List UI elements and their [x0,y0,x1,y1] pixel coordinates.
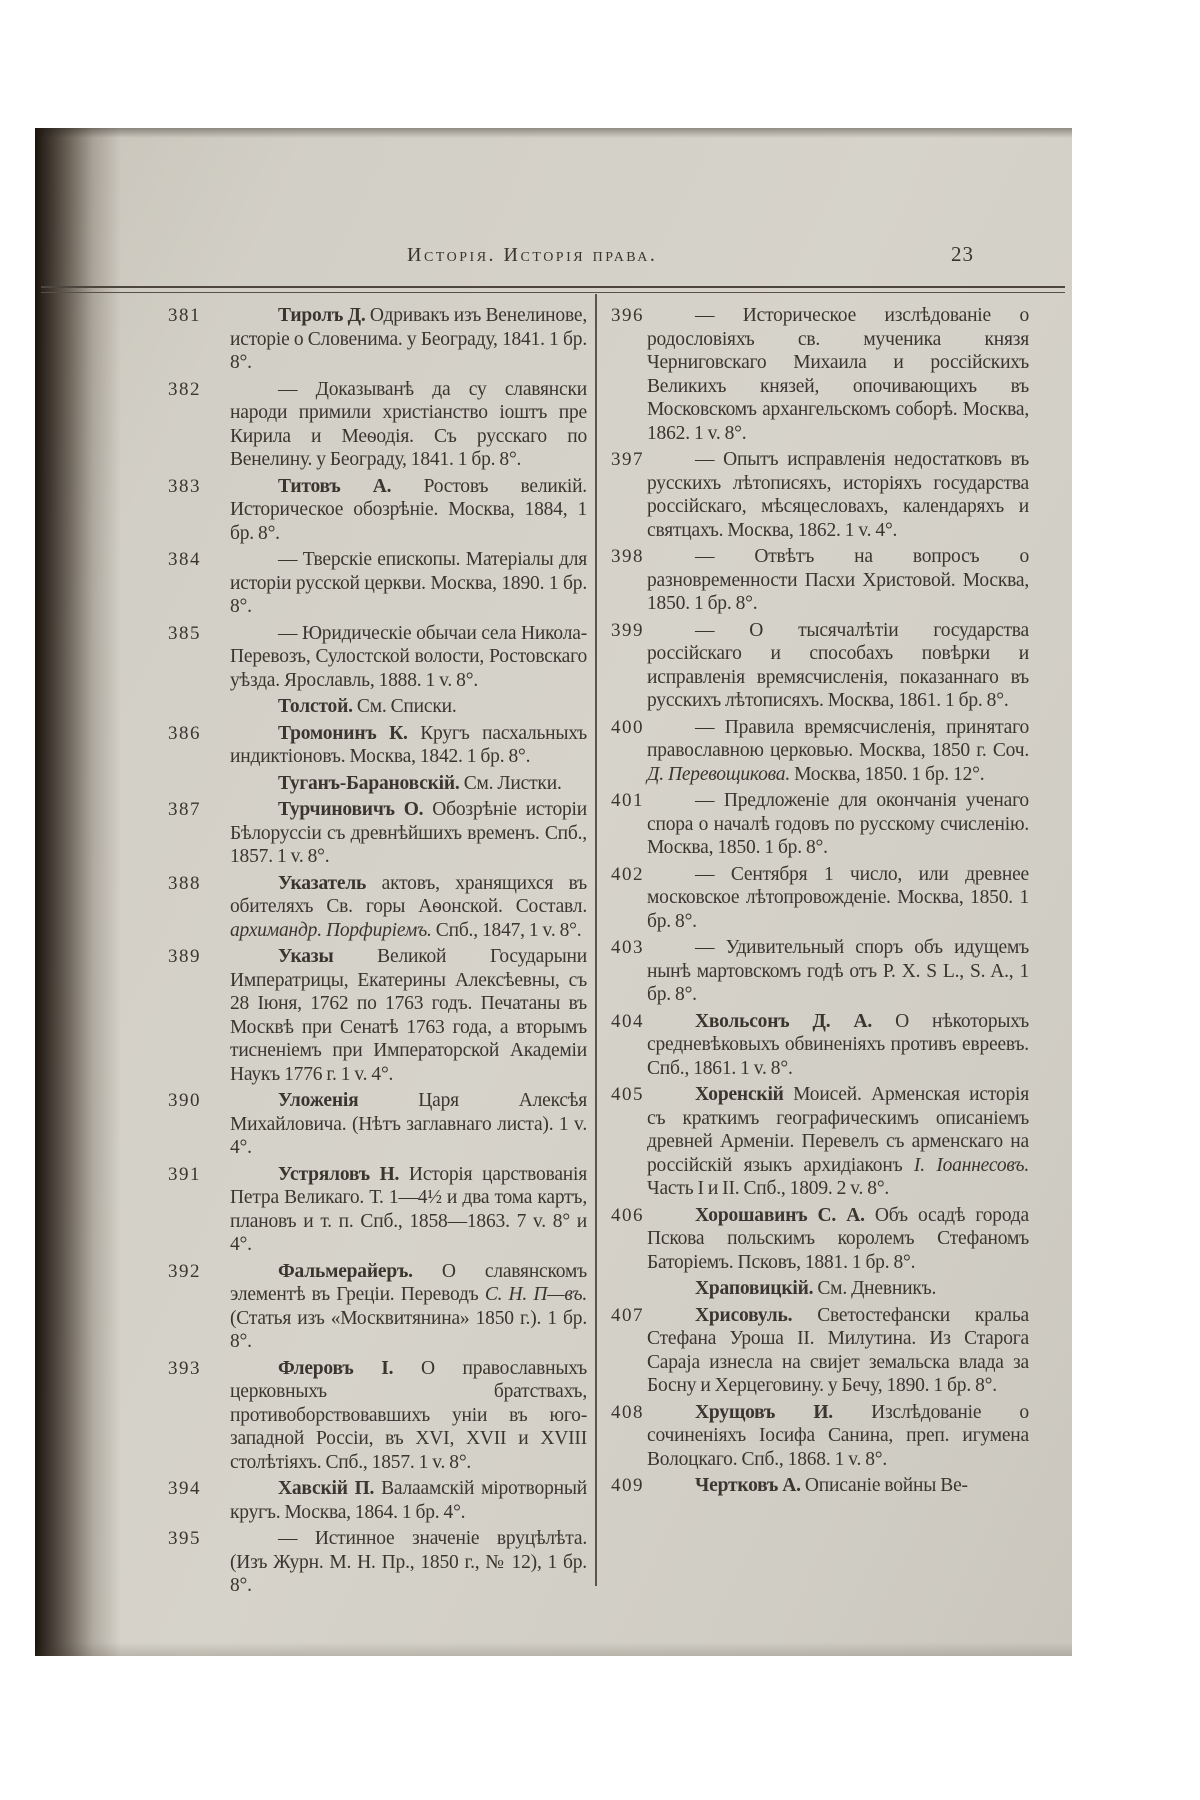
entry-text [647,863,1029,934]
entry-number: 392 [168,1260,201,1282]
catalog-entry [168,1260,587,1354]
entry-body-text: Валаамскій міротворный кругъ. Москва, 1864. 1 бр. 4°. [230,1478,587,1523]
entry-body-text: Описаніе войны Ве- [800,1475,968,1496]
entry-text [230,722,587,769]
entry-text [647,1401,1029,1472]
entry-text [647,545,1029,616]
entry-text [647,1204,1029,1275]
catalog-entry [168,872,587,943]
entry-body-text: Объ осадѣ города Пскова польскимъ королемъ Стефаномъ Баторіемъ. Псковъ, 1881. 1 бр. 8°. [647,1204,1029,1273]
entry-number: 389 [168,946,201,967]
entry-body-text: См. Списки. [352,696,457,717]
entry-number: 402 [611,863,644,885]
page-top-shadow [35,128,1072,138]
entry-number: 382 [168,378,201,400]
entry-italic-text: Д. Перевощикова. [647,763,791,785]
entry-body-text: — Удивительный споръ объ идущемъ нынѣ мартовскомъ годѣ отъ Р. Х. S L., S. A., 1 бр. 8°. [647,937,1029,1005]
entry-body-text: Ростовъ великій. Историческое обозрѣніе. Москва, 1884, 1 бр. 8°. [230,475,587,544]
entry-number: 405 [611,1084,644,1105]
catalog-entry [611,304,1029,445]
entry-headword: Фальмерайеръ. [278,1260,413,1282]
entry-number: 403 [611,937,644,958]
entry-headword: Тиролъ Д. [278,305,366,326]
entry-body-text: См. Листки. [459,772,562,794]
catalog-entry [611,1304,1029,1398]
page-number: 23 [951,242,974,266]
entry-body-text: Одривакъ изъ Венелинове, исторіе о Словенима. у Београду, 1841. 1 бр. 8°. [230,305,587,373]
entry-body-text: О нѣкоторыхъ средневѣковыхъ обвиненіяхъ противъ евреевъ. Спб., 1861. 1 v. 8°. [647,1010,1029,1079]
entry-text [230,798,587,869]
entry-text [230,1357,587,1475]
entry-body-text: Часть І и ІІ. Спб., 1809. 2 v. 8°. [647,1178,890,1199]
entry-body-text: Спб., 1847, 1 v. 8°. [431,919,582,941]
catalog-entry [611,1204,1029,1275]
entry-number: 399 [611,619,644,641]
entry-text [647,1304,1029,1398]
catalog-entry [611,448,1029,542]
entry-headword: Чертковъ А. [695,1475,801,1496]
catalog-entry [168,304,587,375]
catalog-entry [168,722,587,769]
cross-reference-entry [647,1277,1029,1301]
entry-body-text: Исторія царствованія Петра Великаго. Т. 1—4½ и два тома картъ, плановъ и т. п. Спб., 1858—1863. 7 v. 8° и 4°. [230,1163,587,1255]
book-gutter-shadow [35,128,121,1656]
catalog-entry [168,1163,587,1257]
entry-italic-text: С. Н. П—въ. [484,1284,587,1305]
entry-number: 395 [168,1528,201,1549]
entry-text [230,1477,587,1524]
entry-text [230,475,587,546]
catalog-entry [611,1474,1029,1498]
catalog-entry [168,1477,587,1524]
entry-headword: Указы [278,946,334,967]
entry-text [647,1277,1029,1301]
entry-body-text: Москва, 1850. 1 бр. 12°. [790,763,985,785]
page-bottom-shadow [35,1642,1072,1656]
entry-text [230,1260,587,1354]
cross-reference-entry [230,695,587,719]
entry-number: 381 [168,305,201,326]
entry-headword: Храповицкій. [695,1278,814,1299]
entry-body-text: — О тысячалѣтіи государства россійскаго и способахъ повѣрки и исправленія времясчисленія, показаннаго въ русскихъ лѣтописяхъ. Москва, 1861. 1 бр. 8°. [647,619,1029,711]
entry-headword: Устряловъ Н. [278,1163,400,1185]
entry-number: 400 [611,716,644,738]
catalog-entry [611,1401,1029,1472]
entry-headword: Хавскій П. [278,1478,375,1499]
entry-text [230,1089,587,1160]
entry-text [230,695,587,719]
header-rule-thick [41,286,1065,288]
catalog-entry [611,936,1029,1007]
catalog-entry [611,716,1029,787]
entry-body-text: — Доказыванѣ да су славянски народи примили христіанство іоштъ пре Кирила и Меѳодія. Съ русскаго по Венелину. у Београду, 1841. 1 бр. 8°. [230,378,587,470]
entry-text [647,1010,1029,1081]
entry-body-text: — Предложеніе для окончанія ученаго спора о началѣ годовъ по русскому счисленію. Москва, 1850. 1 бр. 8°. [647,790,1029,858]
entry-text [647,789,1029,860]
entry-number: 391 [168,1163,201,1185]
entry-headword: Хрисовуль. [695,1304,793,1326]
entry-headword: Флеровъ І. [278,1357,394,1379]
entry-headword: Хоренскій [695,1084,784,1105]
catalog-entry [168,378,587,472]
entry-number: 401 [611,790,644,811]
catalog-entry [611,1083,1029,1201]
entry-number: 386 [168,722,201,744]
entry-italic-text: архимандр. Порфиріемъ. [230,919,432,941]
entry-number: 388 [168,872,201,894]
entry-body-text: Кругъ пасхальныхъ индиктіоновъ. Москва, 1842. 1 бр. 8°. [230,722,587,767]
entry-body-text: О славянскомъ элементѣ въ Греціи. Переводъ [230,1260,587,1305]
entry-body-text: (Статья изъ «Москвитянина» 1850 г.). 1 бр. 8°. [230,1307,587,1352]
entry-text [230,1527,587,1598]
entry-text [647,619,1029,713]
column-divider-rule [595,294,597,1586]
right-column [611,304,1029,1501]
entry-number: 385 [168,622,201,644]
entry-text [230,1163,587,1257]
entry-number: 407 [611,1304,644,1326]
catalog-entry [611,619,1029,713]
entry-text [647,1474,1029,1498]
entry-body-text: Моисей. Арменская исторія съ краткимъ географическимъ описаніемъ древней Арменіи. Перевелъ съ арменскаго на россійскій языкъ архидіаконъ [647,1084,1029,1176]
entry-headword: Уложенія [278,1090,359,1111]
entry-number: 398 [611,546,644,567]
catalog-entry [168,1357,587,1475]
entry-body-text: — Юридическіе обычаи села Никола-Перевозъ, Сулостской волости, Ростовскаго уѣзда. Ярославль, 1888. 1 v. 8°. [230,622,587,691]
entry-body-text: Изслѣдованіе о сочиненіяхъ Іосифа Санина, преп. игумена Волоцкаго. Спб., 1868. 1 v. 8°. [647,1401,1029,1470]
entry-italic-text: І. Іоаннесовъ. [913,1154,1029,1176]
entry-body-text: О православныхъ церковныхъ братствахъ, противоборствовавшихъ уніи въ юго-западной Россіи, въ XVI, XVII и XVIII столѣтіяхъ. Спб., 1857. 1 v. 8°. [230,1357,587,1473]
entry-body-text: — Отвѣтъ на вопросъ о разновременности Пасхи Христовой. Москва, 1850. 1 бр. 8°. [647,546,1029,614]
entry-body-text: — Истинное значеніе вруцѣлѣта. (Изъ Журн. М. Н. Пр., 1850 г., № 12), 1 бр. 8°. [230,1528,587,1596]
catalog-entry [611,1010,1029,1081]
entry-text [230,378,587,472]
catalog-entry [611,789,1029,860]
entry-text [230,872,587,943]
catalog-entry [611,545,1029,616]
header-rule-thin [41,292,1065,293]
entry-body-text: Обозрѣніе исторіи Бѣлоруссіи съ древнѣйшихъ временъ. Спб., 1857. 1 v. 8°. [230,799,588,867]
entry-headword: Указатель [278,872,367,894]
entry-body-text: — Опытъ исправленія недостатковъ въ русскихъ лѣтописяхъ, исторіяхъ государства россійскаго, мѣсяцесловахъ, календаряхъ и святцахъ. Москва, 1862. 1 v. 4°. [647,449,1029,541]
entry-text [647,936,1029,1007]
entry-headword: Титовъ А. [278,475,392,497]
catalog-entry [168,475,587,546]
entry-text [230,772,587,796]
entry-number: 387 [168,799,201,820]
entry-number: 390 [168,1090,201,1111]
entry-text [647,1083,1029,1201]
entry-text [230,548,587,619]
entry-text [230,304,587,375]
entry-number: 384 [168,549,201,570]
entry-number: 406 [611,1204,644,1226]
entry-text [647,716,1029,787]
entry-headword: Хвольсонъ Д. А. [695,1010,873,1032]
entry-text [647,448,1029,542]
entry-headword: Туганъ-Барановскій. [278,772,460,794]
entry-body-text: — Историческое изслѣдованіе о родословіяхъ св. мученика князя Черниговскаго Михаила и россійскихъ Великихъ князей, опочивающихъ въ Московскомъ архангельскомъ соборѣ. Москва, 1862. 1 v. 8°. [647,305,1029,444]
entry-body-text: См. Дневникъ. [813,1278,937,1299]
catalog-entry [168,622,587,693]
catalog-entry [611,863,1029,934]
entry-headword: Толстой. [278,696,353,717]
entry-number: 409 [611,1475,644,1496]
running-header: Исторія. Исторія права. [407,244,658,266]
entry-headword: Тромонинъ К. [278,722,408,744]
entry-body-text: Великой Государыни Императрицы, Екатерины Алексѣевны, съ 28 Іюня, 1762 по 1763 годъ. Печатаны въ Москвѣ при Сенатѣ 1763 года, а вторымъ тисненіемъ при Императорской Академіи Наукъ 1776 г. 1 v. 4°. [230,946,587,1085]
catalog-entry [168,1089,587,1160]
entry-number: 394 [168,1478,201,1499]
entry-number: 397 [611,449,644,470]
entry-body-text: Царя Алексѣя Михайловича. (Нѣтъ заглавнаго листа). 1 v. 4°. [230,1090,587,1158]
entry-number: 383 [168,475,201,497]
entry-body-text: актовъ, хранящихся въ обителяхъ Св. горы Аѳонской. Составл. [230,872,587,917]
catalog-entry [168,945,587,1086]
book-page-photo [35,128,1072,1656]
entry-number: 393 [168,1357,201,1379]
entry-number: 408 [611,1401,644,1423]
catalog-entry [168,1527,587,1598]
entry-text [647,304,1029,445]
left-column [168,304,588,1601]
catalog-entry [168,798,588,869]
entry-number: 404 [611,1010,644,1032]
entry-headword: Хорошавинъ С. А. [695,1204,865,1226]
cross-reference-entry [230,772,587,796]
entry-text [230,945,587,1086]
entry-body-text: — Тверскіе епископы. Матеріалы для исторіи русской церкви. Москва, 1890. 1 бр. 8°. [230,549,587,617]
entry-headword: Хрущовъ И. [695,1401,833,1423]
entry-body-text: Светостефански кральа Стефана Уроша II. Милутина. Из Старога Сараја изнесла на свијет земальска влада за Босну и Херцеговину. у Бечу, 1890. 1 бр. 8°. [647,1304,1029,1396]
entry-body-text: — Правила времясчисленія, принятаго православною церковью. Москва, 1850 г. Соч. [647,716,1029,761]
entry-headword: Турчиновичъ О. [278,799,424,820]
entry-number: 396 [611,305,644,326]
entry-text [230,622,587,693]
catalog-entry [168,548,587,619]
entry-body-text: — Сентября 1 число, или древнее московское лѣтопровожденіе. Москва, 1850. 1 бр. 8°. [647,863,1029,932]
